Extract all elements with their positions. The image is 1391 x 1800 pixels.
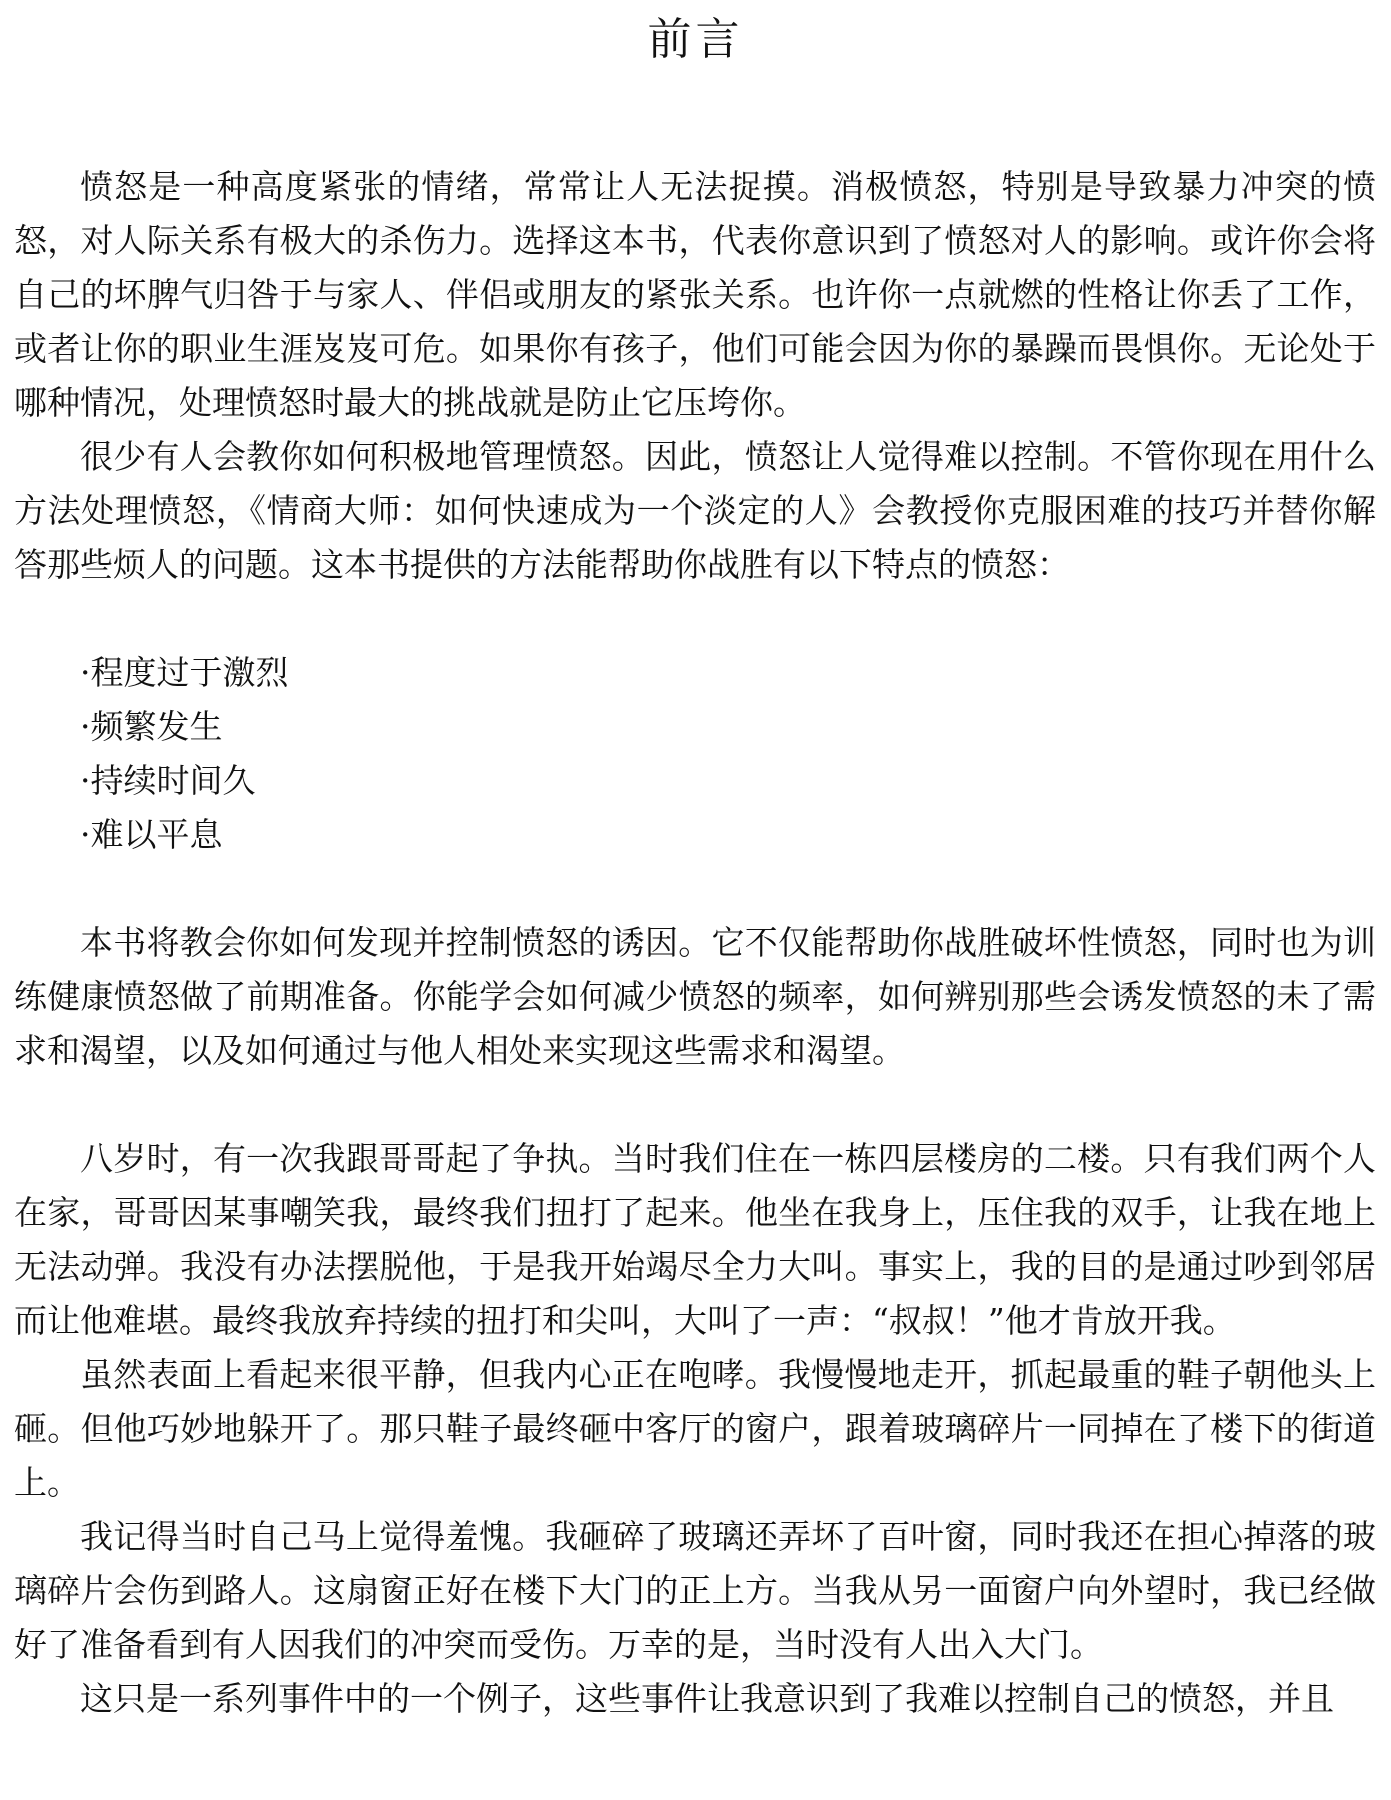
paragraph-spacer — [14, 1078, 1376, 1132]
page-title: 前言 — [647, 14, 744, 65]
list-item: ·持续时间久 — [80, 761, 256, 800]
paragraph-story-1: 八岁时，有一次我跟哥哥起了争执。当时我们住在一栋四层楼房的二楼。只有我们两个人在家，哥哥因某事嘲笑我，最终我们扭打了起来。他坐在我身上，压住我的双手，让我在地上无法动弹。我没有办法摆脱他，于是我开始竭尽全力大叫。事实上，我的目的是通过吵到邻居而让他难堪。最终我放弃持续的扭打和尖叫，大叫了一声：“叔叔！”他才肯放开我。 — [14, 1139, 1376, 1340]
paragraph-spacer — [14, 592, 1376, 646]
paragraph-intro-1: 愤怒是一种高度紧张的情绪，常常让人无法捉摸。消极愤怒，特别是导致暴力冲突的愤怒，对人际关系有极大的杀伤力。选择这本书，代表你意识到了愤怒对人的影响。或许你会将自己的坏脾气归咎于与家人、伴侣或朋友的紧张关系。也许你一点就燃的性格让你丢了工作，或者让你的职业生涯岌岌可危。如果你有孩子，他们可能会因为你的暴躁而畏惧你。无论处于哪种情况，处理愤怒时最大的挑战就是防止它压垮你。 — [14, 167, 1376, 422]
list-item: ·频繁发生 — [80, 707, 223, 746]
feature-list — [14, 646, 1376, 862]
list-item: ·程度过于激烈 — [80, 653, 289, 692]
paragraph-intro-2: 很少有人会教你如何积极地管理愤怒。因此，愤怒让人觉得难以控制。不管你现在用什么方法处理愤怒，《情商大师：如何快速成为一个淡定的人》会教授你克服困难的技巧并替你解答那些烦人的问题。这本书提供的方法能帮助你战胜有以下特点的愤怒： — [14, 437, 1376, 584]
body-text — [14, 160, 1376, 1726]
paragraph-spacer — [14, 862, 1376, 916]
list-item: ·难以平息 — [80, 815, 223, 854]
paragraph-story-2: 虽然表面上看起来很平静，但我内心正在咆哮。我慢慢地走开，抓起最重的鞋子朝他头上砸。但他巧妙地躲开了。那只鞋子最终砸中客厅的窗户，跟着玻璃碎片一同掉在了楼下的街道上。 — [14, 1355, 1376, 1502]
paragraph-story-4: 这只是一系列事件中的一个例子，这些事件让我意识到了我难以控制自己的愤怒，并且 — [80, 1679, 1334, 1718]
paragraph-purpose: 本书将教会你如何发现并控制愤怒的诱因。它不仅能帮助你战胜破坏性愤怒，同时也为训练健康愤怒做了前期准备。你能学会如何减少愤怒的频率，如何辨别那些会诱发愤怒的未了需求和渴望，以及如何通过与他人相处来实现这些需求和渴望。 — [14, 923, 1376, 1070]
paragraph-story-3: 我记得当时自己马上觉得羞愧。我砸碎了玻璃还弄坏了百叶窗，同时我还在担心掉落的玻璃碎片会伤到路人。这扇窗正好在楼下大门的正上方。当我从另一面窗户向外望时，我已经做好了准备看到有人因我们的冲突而受伤。万幸的是，当时没有人出入大门。 — [14, 1517, 1376, 1664]
